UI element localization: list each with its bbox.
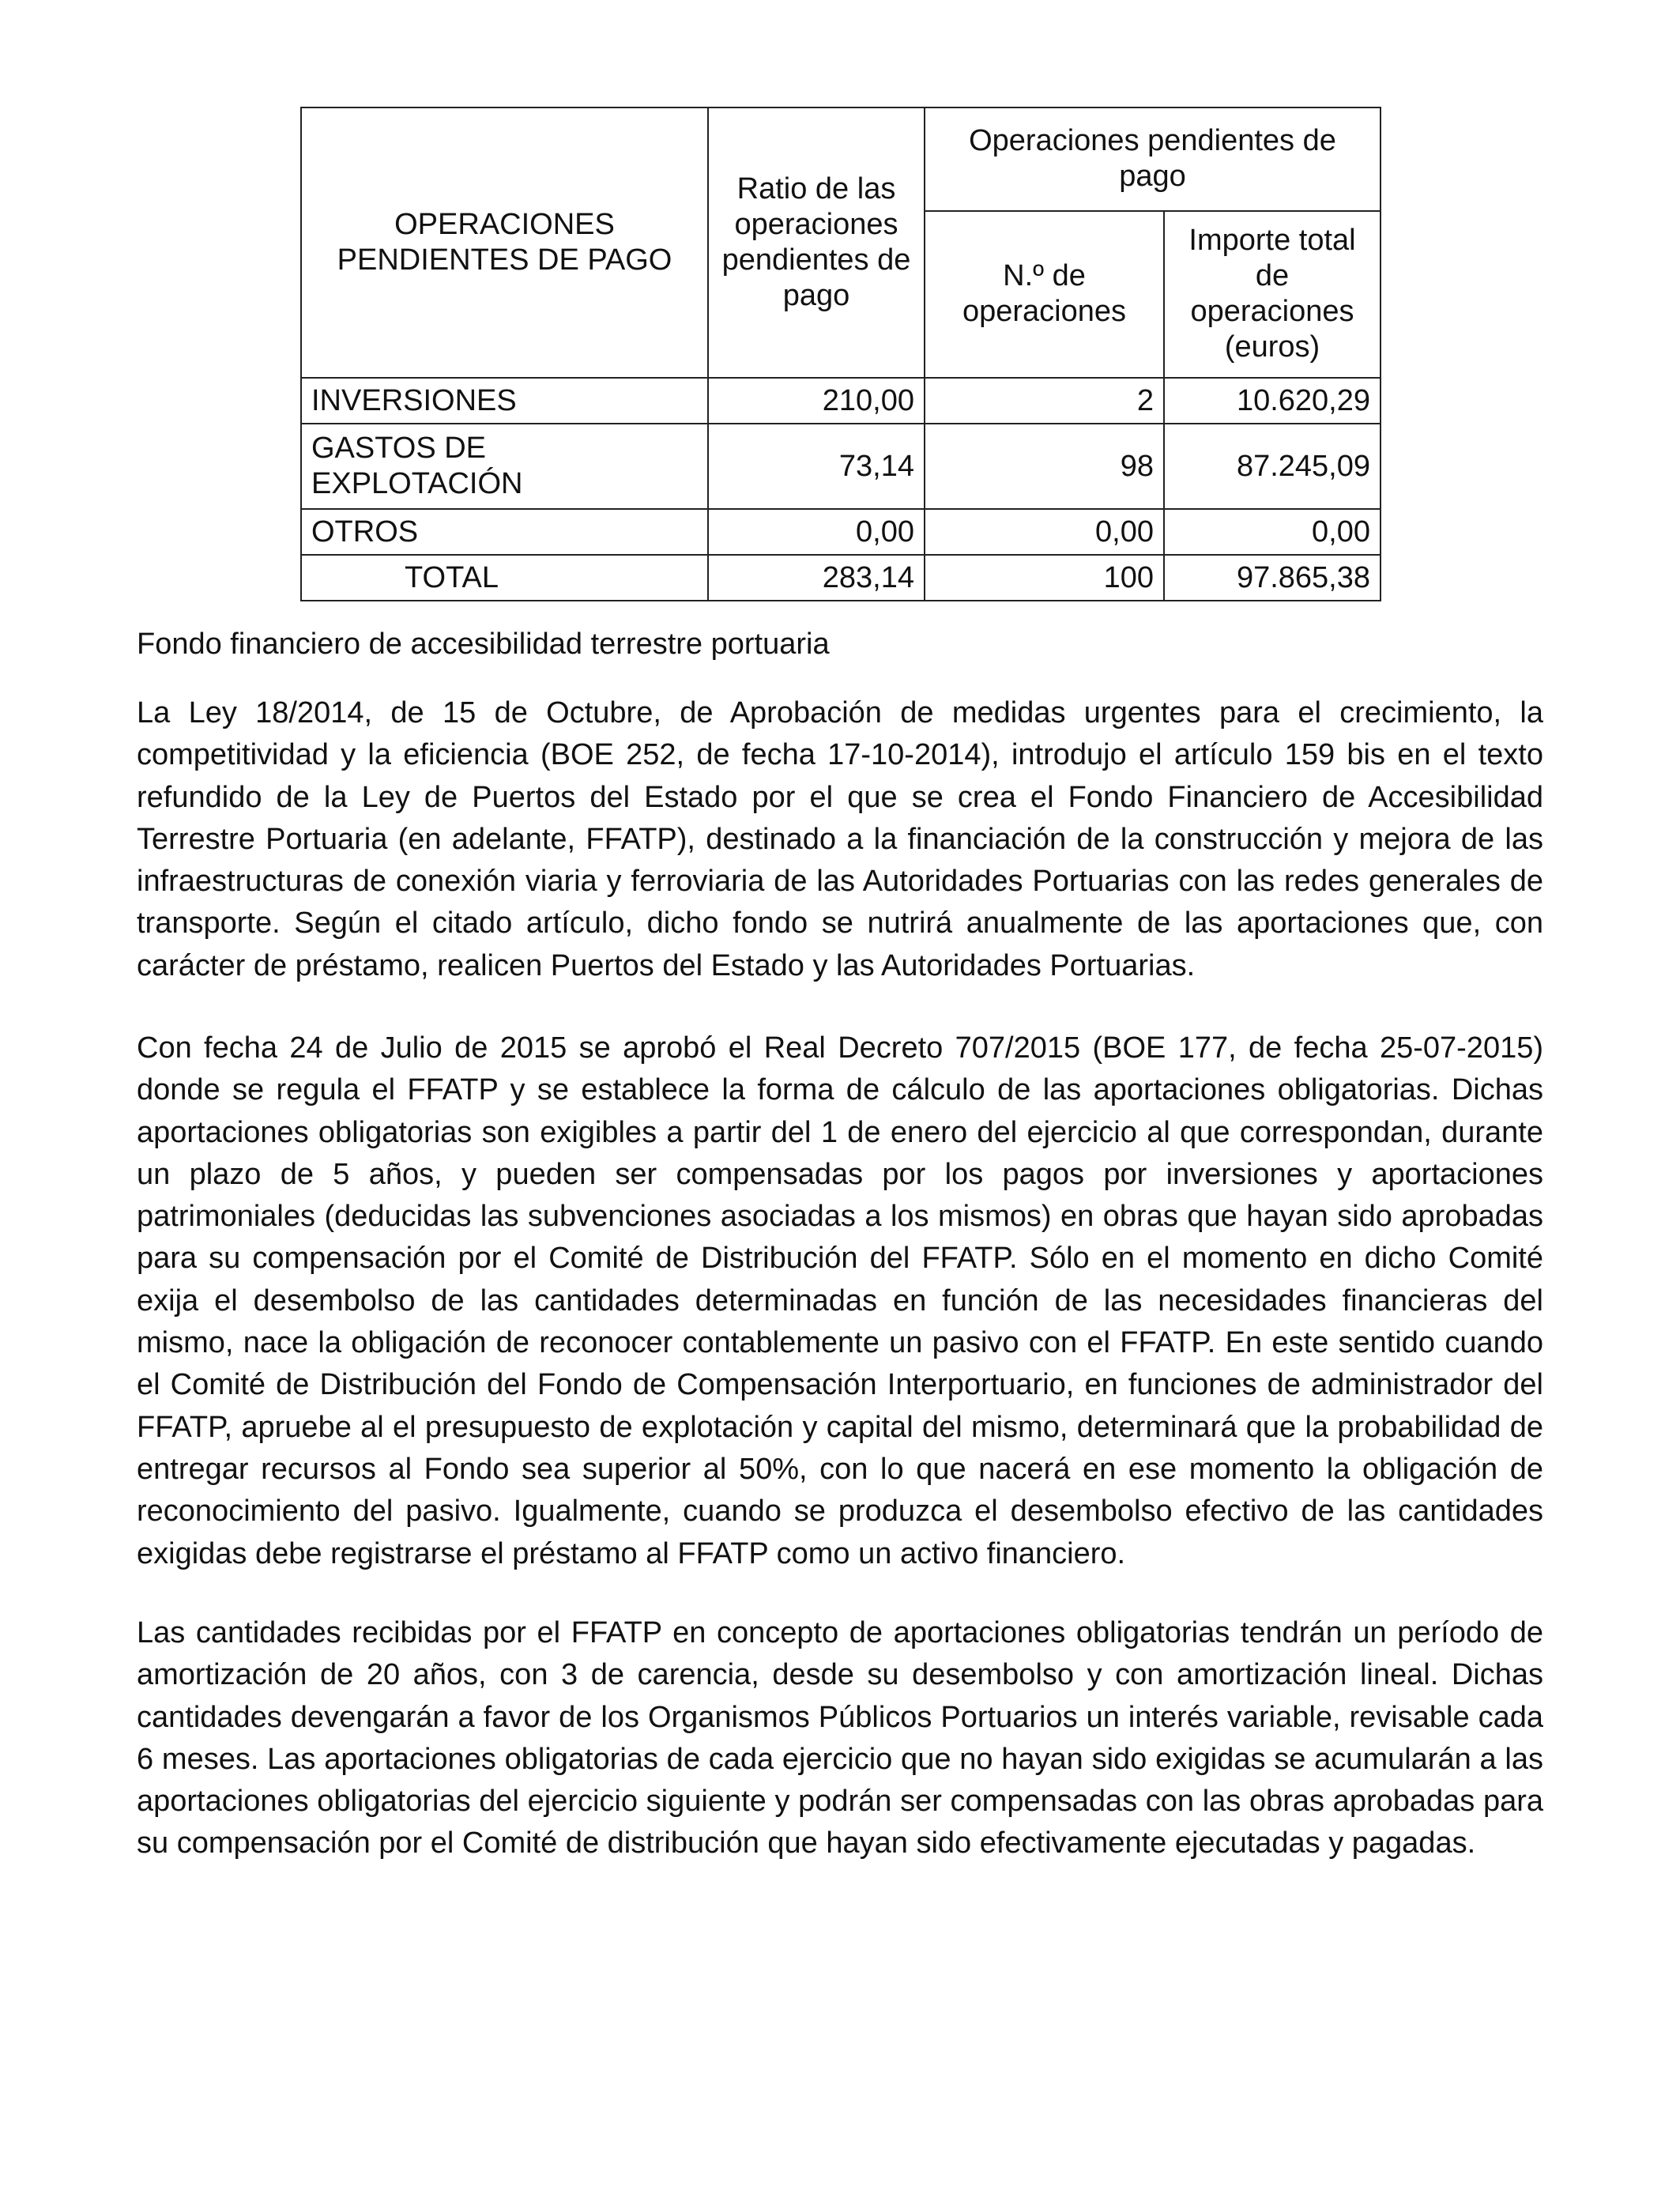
- row-ratio: 73,14: [708, 424, 925, 509]
- header-operations: OPERACIONES PENDIENTES DE PAGO: [301, 107, 708, 378]
- row-label: GASTOS DE EXPLOTACIÓN: [301, 424, 708, 509]
- row-amount: 87.245,09: [1164, 424, 1381, 509]
- table-row: [301, 424, 1381, 509]
- row-label: INVERSIONES: [301, 378, 708, 424]
- row-label: TOTAL: [301, 555, 708, 601]
- pending-payments-table: [300, 107, 1381, 601]
- row-count: 100: [925, 555, 1164, 601]
- row-count: 98: [925, 424, 1164, 509]
- row-amount: 0,00: [1164, 509, 1381, 555]
- row-amount: 10.620,29: [1164, 378, 1381, 424]
- header-amount: Importe total de operaciones (euros): [1164, 211, 1381, 378]
- row-ratio: 0,00: [708, 509, 925, 555]
- row-ratio: 210,00: [708, 378, 925, 424]
- paragraph: La Ley 18/2014, de 15 de Octubre, de Aprobación de medidas urgentes para el crecimiento, la competitividad y la eficiencia (BOE 252, de fecha 17-10-2014), introdujo el artículo 159 bis en el texto refundido de la Ley de Puertos del Estado por el que se crea el Fondo Financiero de Accesibilidad Terrestre Portuaria (en adelante, FFATP), destinado a la financiación de la construcción y mejora de las infraestructuras de conexión viaria y ferroviaria de las Autoridades Portuarias con las redes generales de transporte. Según el citado artículo, dicho fondo se nutrirá anualmente de las aportaciones que, con carácter de préstamo, realicen Puertos del Estado y las Autoridades Portuarias.: [137, 696, 1543, 982]
- table-row: [301, 378, 1381, 424]
- section-heading: Fondo financiero de accesibilidad terrestre portuaria: [137, 628, 830, 661]
- table-row: [301, 509, 1381, 555]
- row-count: 0,00: [925, 509, 1164, 555]
- row-label: OTROS: [301, 509, 708, 555]
- table-row-total: [301, 555, 1381, 601]
- header-ratio: Ratio de las operaciones pendientes de pago: [708, 107, 925, 378]
- header-count: N.º de operaciones: [925, 211, 1164, 378]
- row-ratio: 283,14: [708, 555, 925, 601]
- paragraph: Las cantidades recibidas por el FFATP en concepto de aportaciones obligatorias tendrán un período de amortización de 20 años, con 3 de carencia, desde su desembolso y con amortización lineal. Dichas cantidades devengarán a favor de los Organismos Públicos Portuarios un interés variable, revisable cada 6 meses. Las aportaciones obligatorias de cada ejercicio que no hayan sido exigidas se acumularán a las aportaciones obligatorias del ejercicio siguiente y podrán ser compensadas con las obras aprobadas para su compensación por el Comité de distribución que hayan sido efectivamente ejecutadas y pagadas.: [137, 1616, 1543, 1860]
- row-amount: 97.865,38: [1164, 555, 1381, 601]
- header-pending-group: Operaciones pendientes de pago: [925, 107, 1381, 211]
- row-count: 2: [925, 378, 1164, 424]
- paragraph: Con fecha 24 de Julio de 2015 se aprobó el Real Decreto 707/2015 (BOE 177, de fecha 25-07-2015) donde se regula el FFATP y se establece la forma de cálculo de las aportaciones obligatorias. Dichas aportaciones obligatorias son exigibles a partir del 1 de enero del ejercicio al que correspondan, durante un plazo de 5 años, y pueden ser compensadas por los pagos por inversiones y aportaciones patrimoniales (deducidas las subvenciones asociadas a los mismos) en obras que hayan sido aprobadas para su compensación por el Comité de Distribución del FFATP. Sólo en el momento en dicho Comité exija el desembolso de las cantidades determinadas en función de las necesidades financieras del mismo, nace la obligación de reconocer contablemente un pasivo con el FFATP. En este sentido cuando el Comité de Distribución del Fondo de Compensación Interportuario, en funciones de administrador del FFATP, apruebe al el presupuesto de explotación y capital del mismo, determinará que la probabilidad de entregar recursos al Fondo sea superior al 50%, con lo que nacerá en ese momento la obligación de reconocimiento del pasivo. Igualmente, cuando se produzca el desembolso efectivo de las cantidades exigidas debe registrarse el préstamo al FFATP como un activo financiero.: [137, 1031, 1543, 1570]
